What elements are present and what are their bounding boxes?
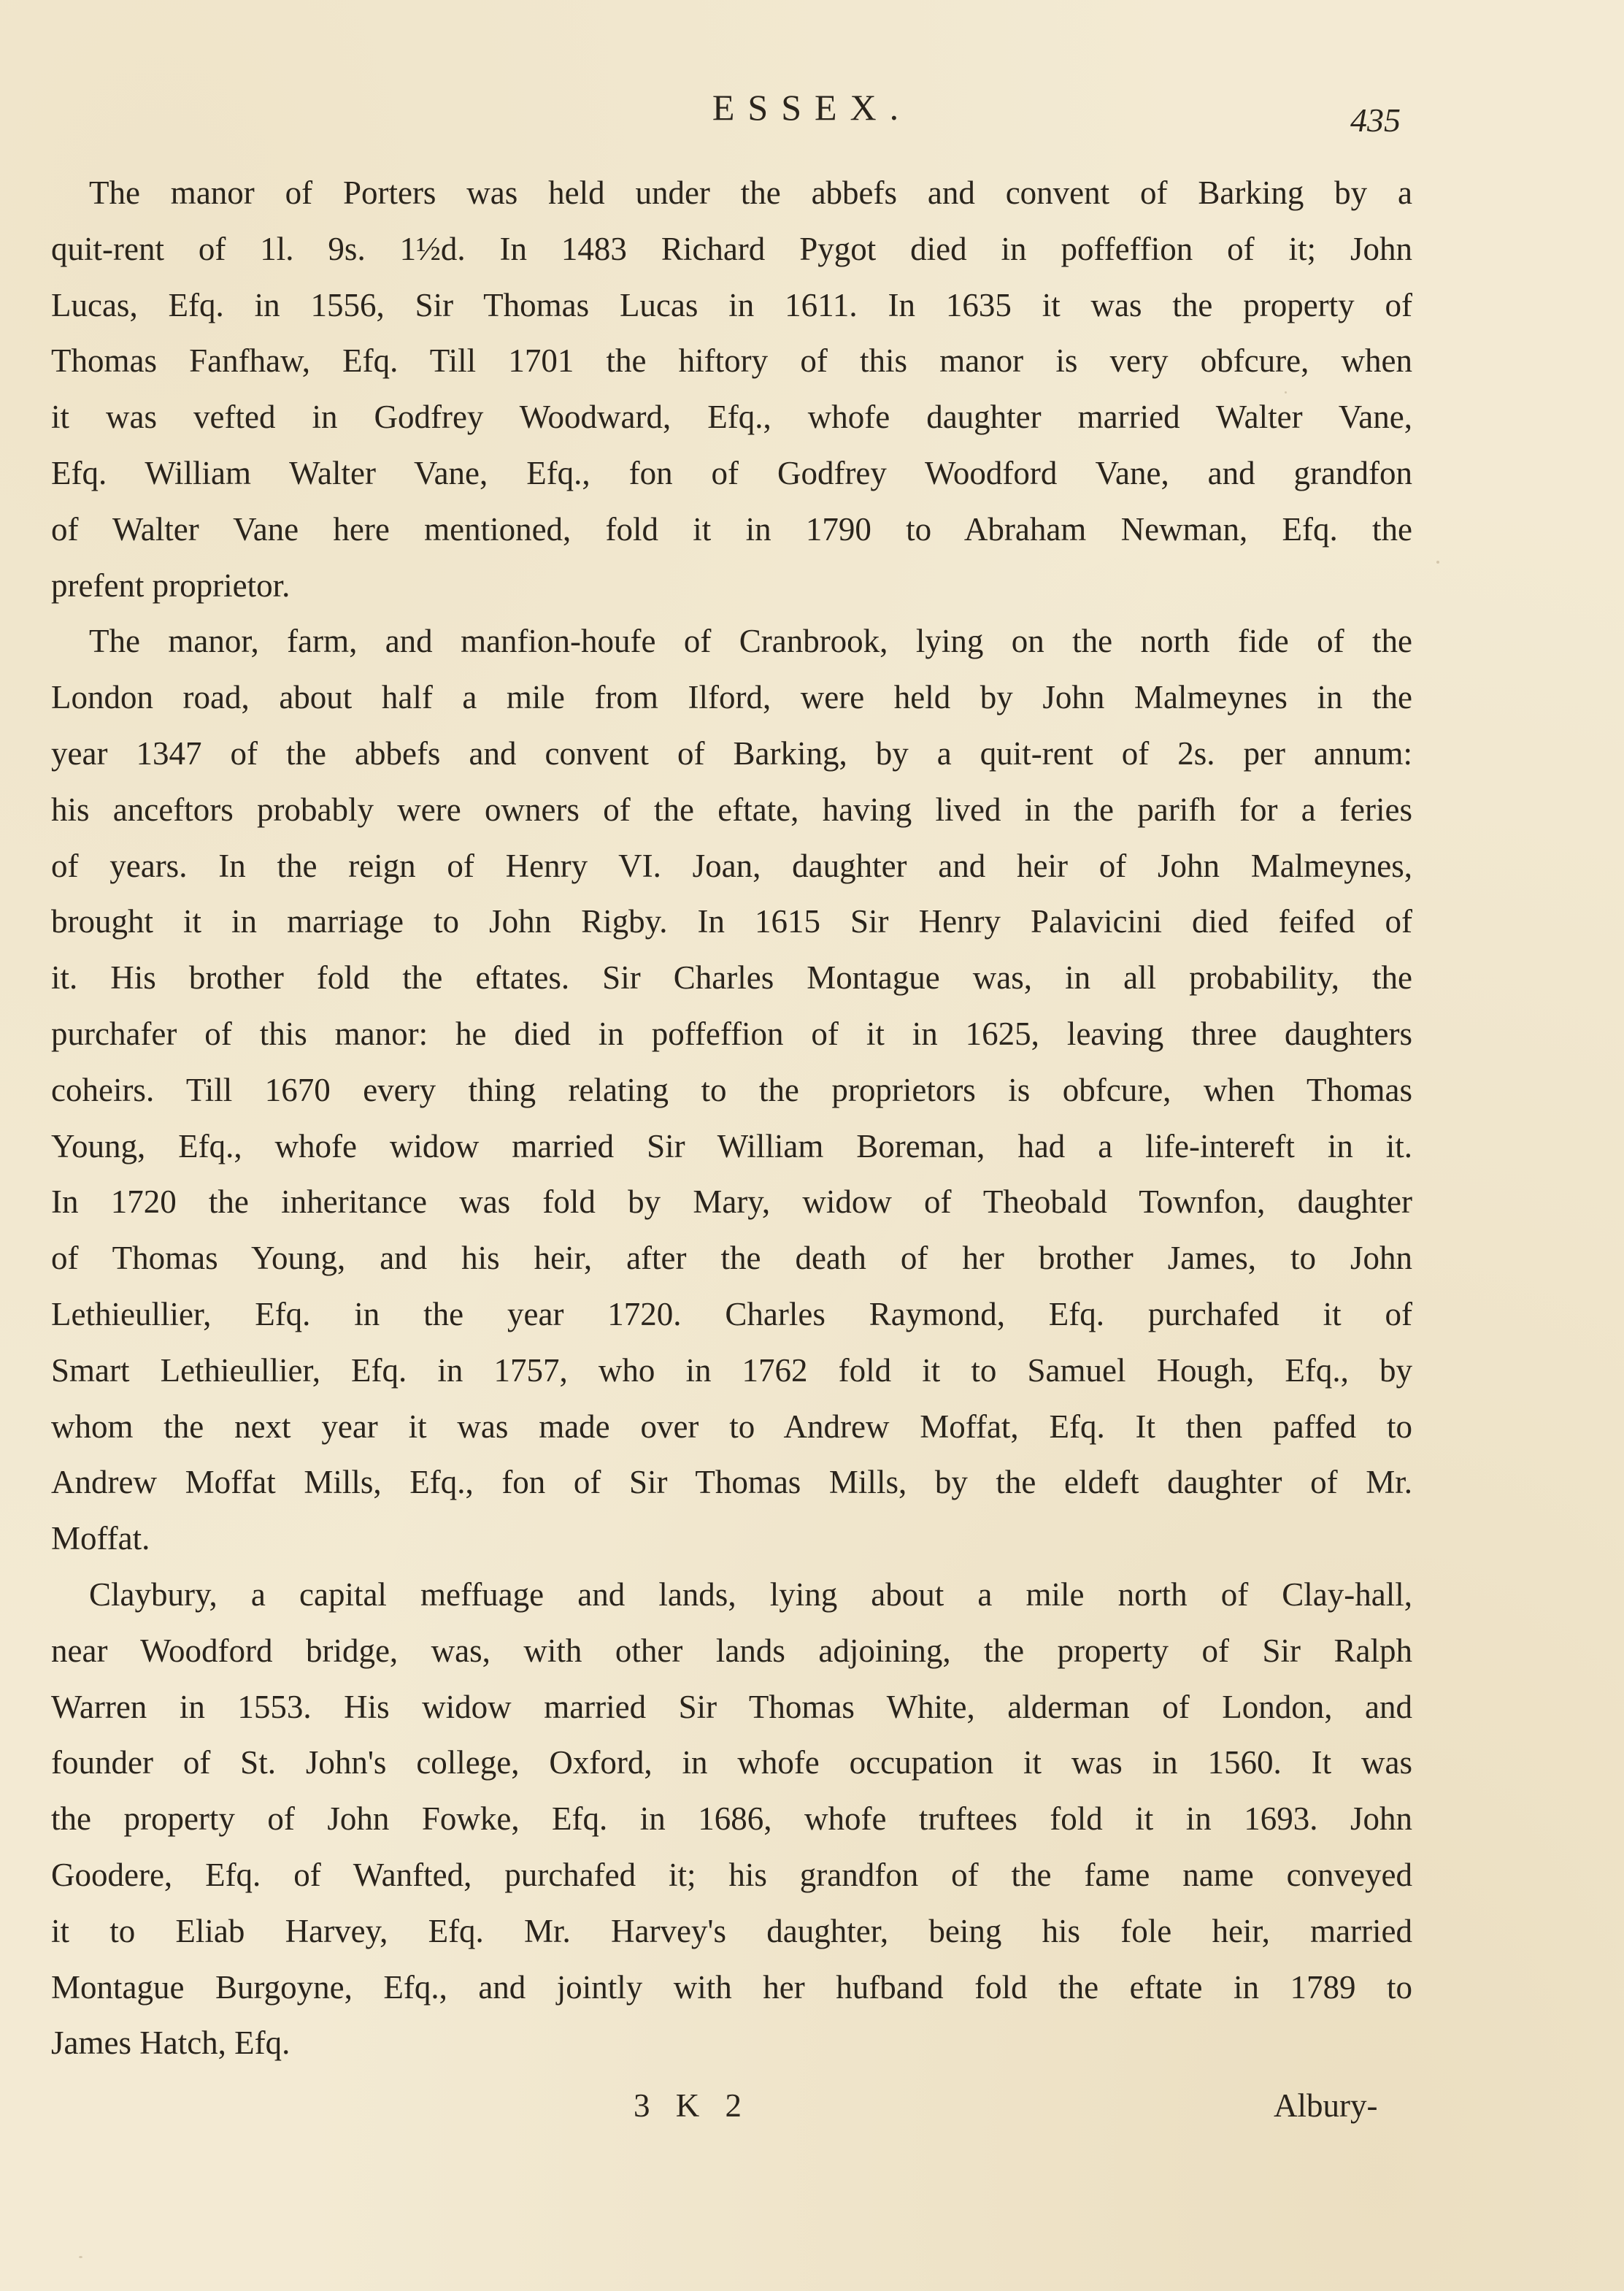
catchword: Albury- xyxy=(1274,2087,1378,2124)
text-line: In 1720 the inheritance was fold by Mary, widow of Theobald Townfon, daughter xyxy=(51,1183,1412,1221)
signature-mark: 3 K 2 xyxy=(634,2087,750,2124)
text-line: Goodere, Efq. of Wanfted, purchafed it; his grandfon of the fame name conveyed xyxy=(51,1856,1412,1893)
paper-speck xyxy=(79,2256,82,2258)
text-line: the property of John Fowke, Efq. in 1686, whofe truftees fold it in 1693. John xyxy=(51,1800,1412,1838)
text-line: founder of St. John's college, Oxford, in whofe occupation it was in 1560. It was xyxy=(51,1744,1412,1781)
text-line: it to Eliab Harvey, Efq. Mr. Harvey's daughter, being his fole heir, married xyxy=(51,1912,1412,1949)
text-line: it. His brother fold the eftates. Sir Charles Montague was, in all probability, the xyxy=(51,959,1412,997)
text-line: quit-rent of 1l. 9s. 1½d. In 1483 Richard Pygot died in poffeffion of it; John xyxy=(51,230,1412,267)
page-footer xyxy=(0,2087,1624,2145)
text-line: purchafer of this manor: he died in poffeffion of it in 1625, leaving three daughters xyxy=(51,1015,1412,1052)
paragraph-claybury xyxy=(51,1567,1412,2071)
paragraph-cranbrook xyxy=(51,613,1412,1567)
text-line: The manor, farm, and manfion-houfe of Cranbrook, lying on the north fide of the xyxy=(89,623,1412,660)
text-line: James Hatch, Efq. xyxy=(51,2025,290,2062)
paragraph-porters xyxy=(51,165,1412,613)
text-line: The manor of Porters was held under the abbefs and convent of Barking by a xyxy=(89,174,1412,211)
text-line: Young, Efq., whofe widow married Sir William Boreman, had a life-intereft in it. xyxy=(51,1127,1412,1164)
text-line: Andrew Moffat Mills, Efq., fon of Sir Thomas Mills, by the eldeft daughter of Mr. xyxy=(51,1464,1412,1501)
text-line: Claybury, a capital meffuage and lands, lying about a mile north of Clay-hall, xyxy=(89,1576,1412,1613)
text-line: brought it in marriage to John Rigby. In 1615 Sir Henry Palavicini died feifed of xyxy=(51,903,1412,940)
paper-speck xyxy=(1285,391,1287,394)
text-line: Smart Lethieullier, Efq. in 1757, who in 1762 fold it to Samuel Hough, Efq., by xyxy=(51,1351,1412,1389)
text-line: whom the next year it was made over to Andrew Moffat, Efq. It then paffed to xyxy=(51,1408,1412,1445)
paper-speck xyxy=(1436,561,1439,564)
text-line: of Thomas Young, and his heir, after the death of her brother James, to John xyxy=(51,1240,1412,1277)
text-line: year 1347 of the abbefs and convent of Barking, by a quit-rent of 2s. per annum: xyxy=(51,734,1412,772)
text-line: of Walter Vane here mentioned, fold it in 1790 to Abraham Newman, Efq. the xyxy=(51,510,1412,548)
text-line: near Woodford bridge, was, with other lands adjoining, the property of Sir Ralph xyxy=(51,1632,1412,1669)
text-line: coheirs. Till 1670 every thing relating to the proprietors is obfcure, when Thomas xyxy=(51,1071,1412,1108)
text-line: Efq. William Walter Vane, Efq., fon of Godfrey Woodford Vane, and grandfon xyxy=(51,454,1412,491)
text-line: Montague Burgoyne, Efq., and jointly with her hufband fold the eftate in 1789 to xyxy=(51,1968,1412,2006)
page-number: 435 xyxy=(1350,101,1401,139)
text-line: his anceftors probably were owners of the eftate, having lived in the parifh for a feries xyxy=(51,791,1412,828)
text-line: of years. In the reign of Henry VI. Joan, daughter and heir of John Malmeynes, xyxy=(51,847,1412,884)
text-line: Lucas, Efq. in 1556, Sir Thomas Lucas in 1611. In 1635 it was the property of xyxy=(51,286,1412,323)
running-head: ESSEX. xyxy=(712,87,912,128)
body-text xyxy=(51,165,1412,2071)
text-line: Lethieullier, Efq. in the year 1720. Charles Raymond, Efq. purchafed it of xyxy=(51,1295,1412,1332)
text-line: Thomas Fanfhaw, Efq. Till 1701 the hiftory of this manor is very obfcure, when xyxy=(51,342,1412,380)
text-line: Moffat. xyxy=(51,1520,150,1557)
text-line: prefent proprietor. xyxy=(51,567,290,604)
text-line: Warren in 1553. His widow married Sir Thomas White, alderman of London, and xyxy=(51,1688,1412,1725)
text-line: London road, about half a mile from Ilford, were held by John Malmeynes in the xyxy=(51,679,1412,716)
text-line: it was vefted in Godfrey Woodward, Efq., whofe daughter married Walter Vane, xyxy=(51,399,1412,436)
